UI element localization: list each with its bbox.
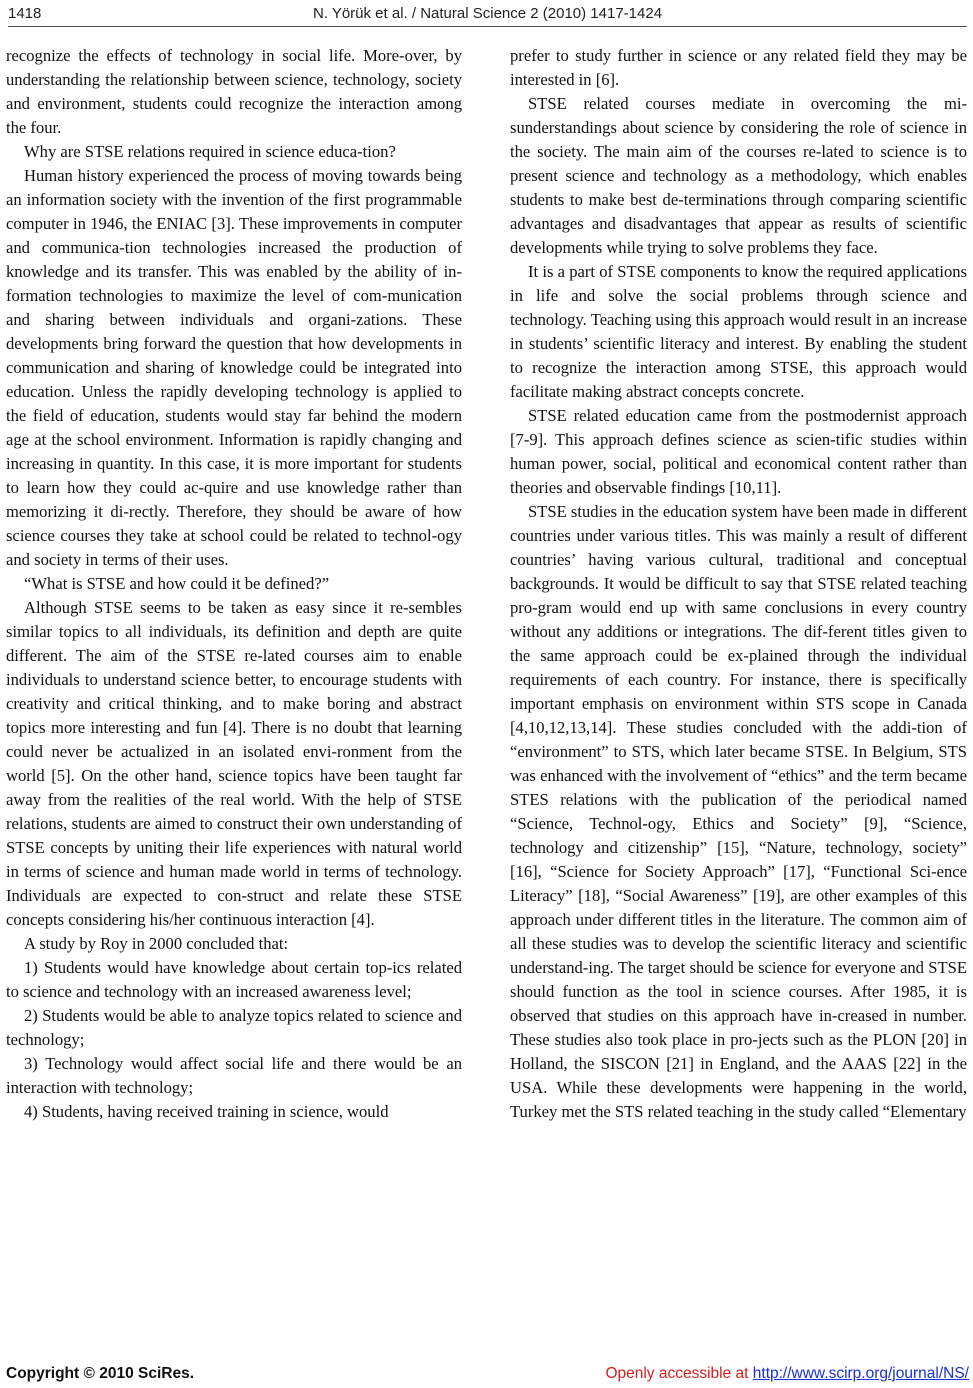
paragraph: STSE related education came from the postmodernist approach [7-9]. This approach defines science as scien-tific studies within human power, social, political and economical content rather than theories and observable findings [10,11]. — [510, 406, 967, 497]
copyright-notice: Copyright © 2010 SciRes. — [6, 1365, 195, 1382]
page-header — [8, 4, 967, 27]
paragraph: STSE studies in the education system have been made in different countries under various titles. This was mainly a result of different countries’ having various cultural, traditional and conceptual backgrounds. It would be difficult to say that STSE related teaching pro-gram would end up with same conclusions in every country without any additions or integrations. The dif-ferent titles given to the same approach could be ex-plained through the individual requirements of each country. For instance, there is specifically important emphasis on environment within STS scope in Canada [4,10,12,13,14]. These studies concluded with the addi-tion of “environment” to STS, which later became STSE. In Belgium, STS was enhanced with the involvement of “ethics” and the term became STES relations with the publication of the periodical named “Science, Technol-ogy, Ethics and Society” [9], “Science, technology and citizenship” [15], “Nature, technology, society” [16], “Science for Society Approach” [17], “Functional Sci-ence Literacy” [18], “Social Awareness” [19], are other examples of this approach under different titles in the literature. The common aim of all these studies was to develop the scientific literacy and scientific understand-ing. The target should be science for everyone and STSE should function as the tool in science courses. After 1985, it is observed that studies on this approach have in-creased in number. These studies also took place in pro-jects such as the PLON [20] in Holland, the SISCON [21] in England, and the AAAS [22] in the USA. While these developments were happening in the world, Turkey met the STS related teaching in the study called “Elementary — [510, 502, 967, 1121]
running-title: N. Yörük et al. / Natural Science 2 (2010) 1417-1424 — [312, 5, 663, 22]
paragraph: 2) Students would be able to analyze topics related to science and technology; — [6, 1006, 462, 1049]
journal-link[interactable]: http://www.scirp.org/journal/NS/ — [752, 1365, 969, 1382]
left-column — [6, 44, 462, 1124]
paragraph: STSE related courses mediate in overcoming the mi-sunderstandings about science by considering the role of science in the society. The main aim of the courses re-lated to science is to present science and technology as a methodology, which enables students to make best de-terminations through comparing scientific advantages and disadvantages that appear as results of scientific developments while trying to solve problems they face. — [510, 94, 967, 257]
paragraph: A study by Roy in 2000 concluded that: — [24, 934, 289, 953]
open-access-notice — [605, 1364, 969, 1384]
page-number: 1418 — [8, 5, 42, 22]
paragraph: Why are STSE relations required in science educa-tion? — [24, 142, 396, 161]
paragraph: “What is STSE and how could it be defined?” — [24, 574, 330, 593]
paragraph: recognize the effects of technology in social life. More-over, by understanding the relationship between science, technology, society and environment, students could recognize the interaction among the four. — [6, 46, 462, 137]
paragraph: Human history experienced the process of moving towards being an information society with the invention of the first programmable computer in 1946, the ENIAC [3]. These improvements in computer and communica-tion technologies increased the production of knowledge and its transfer. This was enabled by the ability of in-formation technologies to maximize the level of com-munication and sharing between individuals and organi-zations. These developments bring forward the question that how developments in communication and sharing of knowledge could be integrated into education. Unless the rapidly developing technology is applied to the field of education, students would stay far behind the modern age at the school environment. Information is rapidly changing and increasing in quantity. In this case, it is more important for students to learn how they could ac-quire and use knowledge rather than memorizing it di-rectly. Therefore, they should be aware of how science courses they take at school could be related to technol-ogy and society in terms of their uses. — [6, 166, 462, 569]
paragraph: 1) Students would have knowledge about certain top-ics related to science and technology with an increased awareness level; — [6, 958, 462, 1001]
page-footer — [6, 1364, 969, 1386]
paragraph: prefer to study further in science or any related field they may be interested in [6]. — [510, 46, 967, 89]
paragraph: It is a part of STSE components to know the required applications in life and solve the social problems through science and technology. Teaching using this approach would result in an increase in students’ scientific literacy and interest. By enabling the student to recognize the interaction among STSE, this approach would facilitate making abstract concepts concrete. — [510, 262, 967, 401]
open-access-label: Openly accessible at — [605, 1365, 753, 1382]
paragraph: 4) Students, having received training in science, would — [24, 1102, 389, 1121]
paragraph: Although STSE seems to be taken as easy since it re-sembles similar topics to all individuals, its definition and depth are quite different. The aim of the STSE re-lated courses aim to enable individuals to understand science better, to encourage students with creativity and critical thinking, and to make boring and abstract topics more interesting and fun [4]. There is no doubt that learning could never be actualized in an isolated envi-ronment from the world [5]. On the other hand, science topics have been taught far away from the realities of the real world. With the help of STSE relations, students are aimed to construct their own understanding of STSE concepts by uniting their life experiences with natural world in terms of science and human made world in terms of technology. Individuals are expected to con-struct and relate these STSE concepts considering his/her continuous interaction [4]. — [6, 598, 462, 929]
right-column — [510, 44, 967, 1124]
paragraph: 3) Technology would affect social life and there would be an interaction with technology; — [6, 1054, 462, 1097]
